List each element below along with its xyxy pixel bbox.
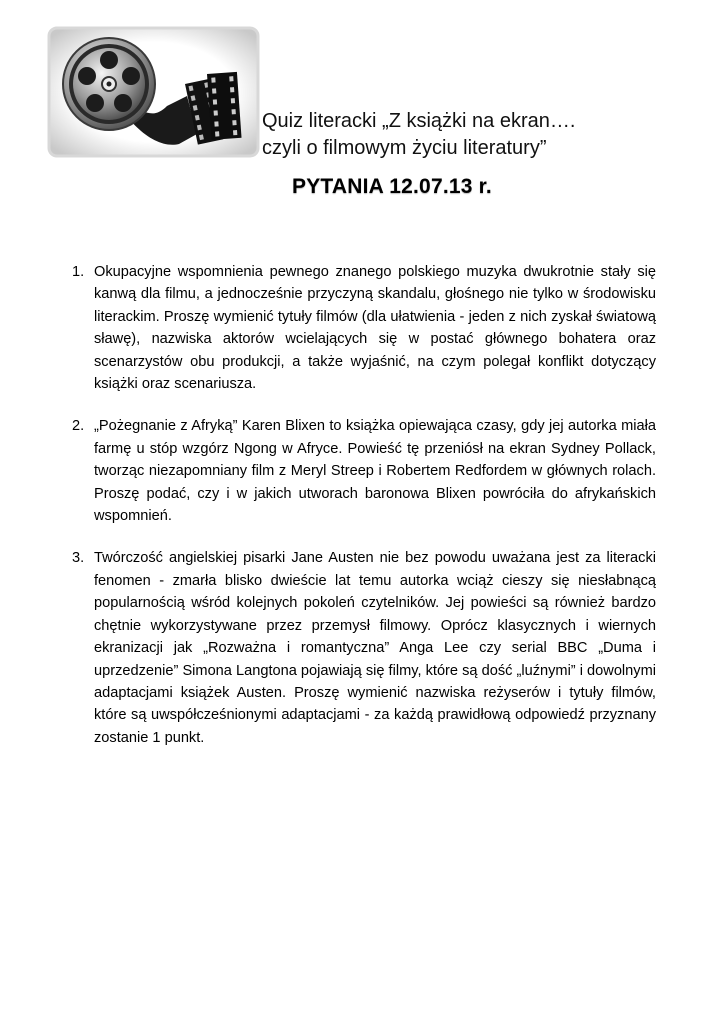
question-number: 3.: [72, 550, 85, 567]
quiz-title: [262, 108, 702, 162]
title-line-2: czyli o filmowym życiu literatury”: [262, 137, 547, 159]
film-reel-icon: [47, 26, 260, 158]
title-line-1: Quiz literacki „Z książki na ekran….: [262, 110, 576, 132]
question-number: 1.: [72, 264, 85, 280]
question-list: [72, 261, 656, 769]
question-item: [72, 415, 656, 527]
film-reel-logo: [47, 26, 260, 158]
question-text: „Pożegnanie z Afryką” Karen Blixen to książka opiewająca czasy, gdy jej autorka miała farmę u stóp wzgórz Ngong w Afryce. Powieść tę przeniósł na ekran Sydney Pollack, tworząc niezapomniany film z Meryl Streep i Robertem Redfordem w głównych rolach. Proszę podać, czy i w jakich utworach baronowa Blixen powróciła do afrykańskich wspomnień.: [94, 418, 656, 525]
question-number: 2.: [72, 418, 85, 435]
question-text: Twórczość angielskiej pisarki Jane Austen nie bez powodu uważana jest za literacki fenomen - zmarła blisko dwieście lat temu autorka wciąż cieszy się niesłabnącą popularnością wśród kolejnych pokoleń czytelników. Jej powieści są również bardzo chętnie wykorzystywane przez przemysł filmowy. Oprócz klasycznych i wiernych ekranizacji jak „Rozważna i romantyczna” Anga Lee czy serial BBC „Duma i uprzedzenie” Simona Langtona pojawiają się filmy, które są dość „luźnymi” i dowolnymi adaptacjami książek Austen. Proszę wymienić nazwiska reżyserów i tytuły filmów, które są uwspółcześnionymi adaptacjami - za każdą prawidłową odpowiedź przyznany zostanie 1 punkt.: [94, 550, 656, 746]
question-text: Okupacyjne wspomnienia pewnego znanego polskiego muzyka dwukrotnie stały się kanwą dla filmu, a jednocześnie przyczyną skandalu, głośnego nie tylko w środowisku literackim. Proszę wymienić tytuły filmów (dla ułatwienia - jeden z nich zyskał światową sławę), nazwiska aktorów wcielających się w postać głównego bohatera oraz scenarzystów obu produkcji, a także wyjaśnić, na czym polegał konflikt dotyczący książki oraz scenariusza.: [94, 264, 656, 393]
question-item: [72, 547, 656, 749]
questions-heading: PYTANIA 12.07.13 r.: [292, 175, 492, 198]
question-item: [72, 261, 656, 395]
